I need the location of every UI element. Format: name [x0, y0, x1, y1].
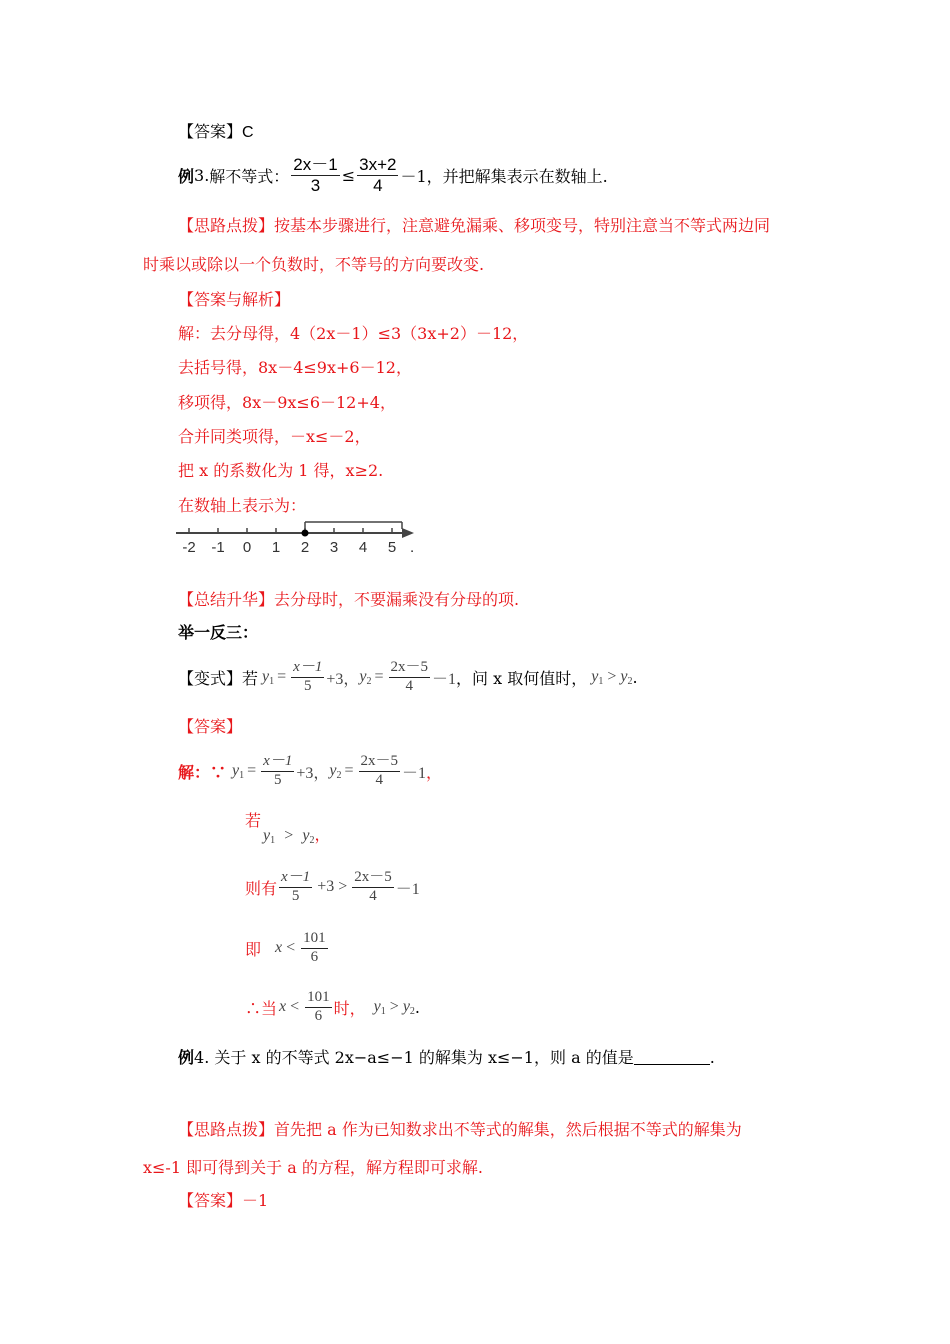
- hint-4-text-1: 首先把 a 作为已知数求出不等式的解集，然后根据不等式的解集为: [274, 1120, 742, 1139]
- variant-y1: $y_1$: [262, 667, 275, 687]
- number-line-tick-label: 2: [300, 539, 310, 556]
- analysis-step-5: 把 x 的系数化为 1 得，x≥2.: [178, 461, 384, 480]
- number-line-tick-label: 5: [387, 539, 397, 556]
- answer-value: C: [242, 124, 254, 141]
- number-line-tick-label: 4: [358, 539, 368, 556]
- relation-symbol: ≤: [341, 165, 356, 185]
- fraction-left-denominator: 3: [310, 175, 321, 195]
- then-fraction-2: [352, 869, 394, 905]
- namely-fraction: [301, 930, 328, 966]
- conclusion-lt: <: [290, 998, 300, 1015]
- solution-lead: 解：∵: [178, 762, 227, 782]
- solution-if-condition: [263, 822, 330, 846]
- solution-if-word: 若: [245, 811, 262, 830]
- hint-4-label: 【思路点拨】: [178, 1120, 275, 1139]
- namely-x: x: [275, 939, 283, 956]
- variant-question: ，问 x 取何值时，: [456, 668, 588, 688]
- variant-fraction-2-denominator: 4: [405, 677, 413, 694]
- example-4-text: 关于 x 的不等式 2x−a≤−1 的解集为 x≤−1，则 a 的值是: [214, 1048, 634, 1067]
- therefore-word: ∴当: [245, 998, 278, 1018]
- example-4-label: 例: [178, 1048, 195, 1067]
- summary-text: 去分母时，不要漏乘没有分母的项.: [274, 590, 520, 609]
- number-line-tick-label: -1: [211, 539, 225, 556]
- variant-fraction-1: [291, 659, 324, 695]
- answer-line-4: [178, 1188, 268, 1211]
- analysis-step-3: 移项得，8x－9x≤6－12+4，: [178, 393, 396, 412]
- number-line-tick-label: 1: [271, 539, 281, 556]
- variant-gt: >: [607, 668, 617, 685]
- conclusion-fraction: [305, 989, 332, 1025]
- solution-then-line: [245, 864, 420, 910]
- variant-fraction-1-numerator: x－1: [291, 659, 324, 677]
- answer-label: 【答案】: [178, 122, 243, 141]
- analysis-step-4: 合并同类项得，－x≤－2，: [178, 427, 371, 446]
- hint-label: 【思路点拨】: [178, 216, 275, 235]
- answer-line-1: [178, 119, 254, 142]
- solution-line-1: [178, 748, 442, 794]
- solution-fraction-2: [359, 753, 401, 789]
- example-number: 3.: [194, 165, 210, 185]
- summary-line: [178, 587, 519, 610]
- variant-label: 【变式】若: [178, 668, 259, 688]
- solution-minus1: －1: [402, 764, 427, 782]
- solution-fraction-1-denominator: 5: [273, 771, 282, 788]
- then-word: 则有: [245, 878, 278, 898]
- variant-statement: [178, 654, 638, 700]
- solution-eq-2: =: [344, 762, 354, 779]
- fraction-left-numerator: 2x－1: [293, 154, 338, 174]
- solution-conclusion-line: [245, 984, 420, 1030]
- then-fraction-2-denominator: 4: [369, 887, 377, 904]
- namely-fraction-denominator: 6: [310, 948, 319, 965]
- variant-fraction-1-denominator: 5: [303, 677, 312, 694]
- variant-fraction-2: [389, 659, 431, 695]
- conclusion-y2: $y_2$: [402, 997, 415, 1017]
- conclusion-y1: $y_1$: [373, 997, 386, 1017]
- fraction-right-numerator: 3x+2: [359, 154, 397, 174]
- namely-fraction-numerator: 101: [301, 930, 328, 948]
- hint-4-line-2: x≤-1 即可得到关于 a 的方程，解方程即可求解.: [143, 1158, 483, 1177]
- answer-4-label: 【答案】: [178, 1191, 243, 1210]
- conclusion-fraction-numerator: 101: [305, 989, 332, 1007]
- conclusion-gt: >: [389, 998, 399, 1015]
- solution-y1: $y_1$: [232, 761, 245, 781]
- namely-word: 即: [245, 939, 262, 959]
- solution-namely-line: [245, 925, 330, 971]
- number-line-tick-label: 3: [329, 539, 339, 556]
- conclusion-period: .: [414, 997, 421, 1017]
- variant-period: .: [632, 667, 638, 687]
- conclusion-x: x: [279, 998, 287, 1015]
- then-fraction-1: [279, 869, 312, 905]
- namely-lt: <: [286, 939, 296, 956]
- analysis-step-6: 在数轴上表示为：: [178, 496, 307, 515]
- example-4-statement: [178, 1045, 715, 1068]
- hint-3-line-1: [178, 213, 770, 236]
- example-3-statement: [178, 150, 608, 200]
- answer-label-2: 【答案】: [178, 717, 243, 736]
- hint-text-1: 按基本步骤进行，注意避免漏乘、移项变号，特别注意当不等式两边同: [274, 216, 771, 235]
- variant-fraction-2-numerator: 2x－5: [389, 659, 431, 677]
- if-gt: >: [284, 827, 294, 844]
- example-4-number: 4.: [194, 1048, 210, 1067]
- example-4-end: .: [709, 1048, 715, 1067]
- practice-title: 举一反三：: [178, 623, 259, 642]
- number-line-period: .: [410, 539, 415, 556]
- variant-y2: $y_2$: [359, 667, 372, 687]
- example-tail: －1，并把解集表示在数轴上.: [400, 166, 608, 186]
- fraction-right: [357, 155, 398, 195]
- hint-4-line-1: [178, 1117, 742, 1140]
- solution-fraction-1-numerator: x－1: [261, 753, 294, 771]
- variant-eq-1: =: [277, 668, 287, 685]
- conclusion-when: 时，: [333, 998, 366, 1018]
- fraction-left: [291, 155, 339, 195]
- solution-y2: $y_2$: [329, 761, 342, 781]
- example-lead: 解不等式：: [209, 166, 290, 186]
- then-minus1: －1: [395, 880, 420, 898]
- if-y2: $y_2$: [302, 827, 315, 846]
- number-line-tick-label: -2: [182, 539, 196, 556]
- variant-plus3: +3，: [326, 670, 360, 688]
- then-gt3: +3 >: [317, 878, 348, 895]
- solution-fraction-2-denominator: 4: [375, 771, 383, 788]
- number-line-arrow-icon: [402, 528, 414, 538]
- solution-point: [302, 530, 309, 537]
- summary-label: 【总结升华】: [178, 590, 275, 609]
- then-fraction-1-numerator: x－1: [279, 869, 312, 887]
- variant-y2-b: $y_2$: [620, 667, 633, 687]
- solution-plus3: +3，: [296, 764, 330, 782]
- variant-eq-2: =: [374, 668, 384, 685]
- then-fraction-2-numerator: 2x－5: [352, 869, 394, 887]
- fraction-right-denominator: 4: [373, 175, 383, 195]
- analysis-step-2: 去括号得，8x－4≤9x+6－12，: [178, 358, 412, 377]
- example-label: 例: [178, 166, 195, 186]
- answer-blank[interactable]: [634, 1050, 710, 1065]
- answer-4-value: －1: [242, 1191, 269, 1210]
- number-line-tick-label: 0: [242, 539, 252, 556]
- analysis-step-1: 解：去分母得，4（2x－1）≤3（3x+2）－12，: [178, 324, 529, 343]
- hint-3-line-2: 时乘以或除以一个负数时，不等号的方向要改变.: [143, 255, 485, 274]
- number-line: [170, 516, 430, 560]
- if-comma: ，: [314, 825, 331, 844]
- analysis-label: 【答案与解析】: [178, 290, 291, 309]
- conclusion-fraction-denominator: 6: [314, 1007, 323, 1024]
- if-y1: $y_1$: [263, 827, 276, 846]
- variant-minus1: －1: [432, 670, 457, 688]
- solution-eq-1: =: [247, 762, 257, 779]
- then-fraction-1-denominator: 5: [291, 887, 300, 904]
- variant-y1-b: $y_1$: [591, 667, 604, 687]
- solution-comma: ，: [426, 762, 443, 782]
- solution-fraction-1: [261, 753, 294, 789]
- solution-fraction-2-numerator: 2x－5: [359, 753, 401, 771]
